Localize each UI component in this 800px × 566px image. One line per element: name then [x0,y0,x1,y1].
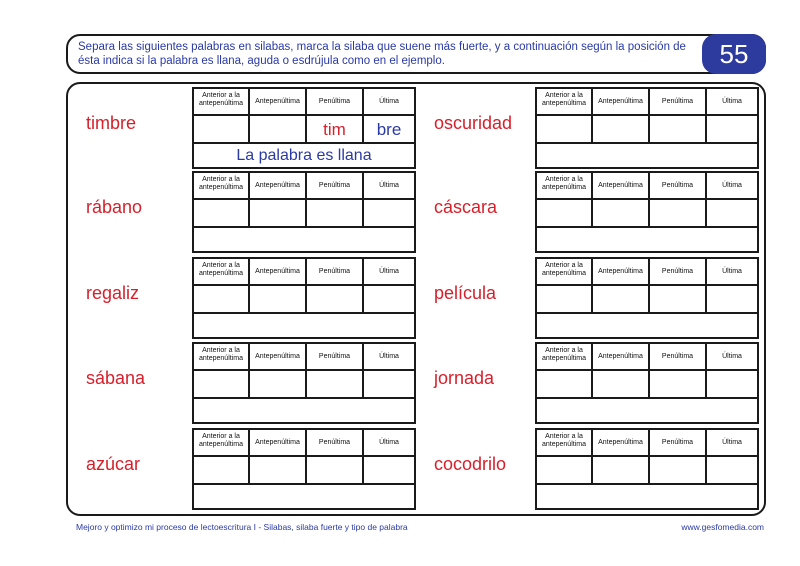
header-label: Anterior a la antepenúltima [542,347,586,362]
header-cell [537,173,593,198]
syllable-header-row [194,173,414,200]
header-label: Penúltima [661,268,694,275]
syllable-cell[interactable] [537,116,593,142]
syllable-row [194,116,414,144]
header-cell [250,430,307,455]
header-label: Anterior a la antepenúltima [199,433,243,448]
syllable-cell[interactable] [364,286,414,312]
syllable-cell[interactable] [250,200,307,226]
syllable-header-row [537,173,757,200]
syllable-row [537,200,757,228]
syllable-header-row [194,430,414,457]
syllable-table [192,342,416,424]
syllable-table [535,257,759,339]
header-cell [250,259,307,284]
header-cell [537,259,593,284]
header-cell [593,259,650,284]
syllable-table [192,428,416,510]
header-label: Antepenúltima [598,98,643,105]
header-cell [537,89,593,114]
syllable-cell[interactable] [707,457,757,483]
word-type-answer[interactable] [537,399,757,422]
syllable-row [194,371,414,399]
header-cell [194,344,250,369]
header-label: Última [379,353,399,360]
exercise-word: cocodrilo [434,454,507,474]
word-type-answer[interactable] [194,485,414,508]
syllable-header-row [537,430,757,457]
syllable-header-row [194,89,414,116]
header-label: Anterior a la antepenúltima [199,347,243,362]
syllable-cell[interactable] [650,200,707,226]
syllable-header-row [537,89,757,116]
header-label: Anterior a la antepenúltima [199,92,243,107]
syllable-cell[interactable] [650,371,707,397]
header-cell [593,89,650,114]
syllable-cell[interactable] [650,457,707,483]
syllable-cell[interactable] [194,371,250,397]
syllable-cell[interactable] [593,457,650,483]
word-type-answer[interactable] [537,485,757,508]
header-cell [707,344,757,369]
syllable-cell[interactable] [364,116,414,142]
header-cell [650,430,707,455]
header-label: Última [722,98,742,105]
syllable-cell[interactable] [307,286,364,312]
syllable-cell[interactable] [707,286,757,312]
header-cell [707,259,757,284]
syllable-cell[interactable] [650,116,707,142]
syllable-header-row [537,259,757,286]
header-cell [307,344,364,369]
header-cell [364,259,414,284]
syllable-cell[interactable] [194,200,250,226]
exercise-word: azúcar [86,454,141,474]
exercise-word: sábana [86,368,146,388]
header-label: Anterior a la antepenúltima [199,176,243,191]
header-label: Antepenúltima [598,268,643,275]
header-label: Penúltima [661,182,694,189]
header-label: Penúltima [661,353,694,360]
syllable-row [537,286,757,314]
exercise-word: jornada [434,368,495,388]
header-label: Última [379,268,399,275]
header-label: Penúltima [318,182,351,189]
header-cell [307,430,364,455]
header-label: Última [722,182,742,189]
header-label: Antepenúltima [255,182,300,189]
syllable-row [194,200,414,228]
header-label: Última [379,98,399,105]
syllable-row [194,286,414,314]
header-label: Antepenúltima [598,439,643,446]
header-cell [707,430,757,455]
header-label: Penúltima [661,98,694,105]
syllable-header-row [537,344,757,371]
header-cell [364,430,414,455]
syllable-cell[interactable] [593,371,650,397]
instructions-text: Separa las siguientes palabras en silabas, marca la silaba que suene más fuerte, y a continuación según la posición de ésta indica si la palabra es llana, aguda o esdrújula como en el ejemplo. [78,41,686,67]
syllable-cell[interactable] [707,116,757,142]
syllable-cell[interactable] [250,116,307,142]
header-cell [364,173,414,198]
header-label: Penúltima [661,439,694,446]
header-cell [307,89,364,114]
header-label: Anterior a la antepenúltima [199,262,243,277]
syllable-header-row [194,344,414,371]
word-type-answer[interactable] [194,399,414,422]
header-label: Penúltima [318,353,351,360]
word-type-answer[interactable] [537,228,757,251]
syllable-cell[interactable] [707,371,757,397]
syllable-cell[interactable] [307,116,364,142]
word-type-answer[interactable] [194,314,414,337]
exercise-word: regaliz [86,283,140,303]
header-cell [593,430,650,455]
syllable-row [194,457,414,485]
header-cell [593,173,650,198]
syllable-cell[interactable] [650,286,707,312]
header-cell [593,344,650,369]
header-cell [537,344,593,369]
exercise-word: película [434,283,497,303]
syllable-table [192,257,416,339]
syllable-row [537,457,757,485]
header-label: Última [722,439,742,446]
header-cell [194,430,250,455]
header-cell [307,173,364,198]
header-label: Antepenúltima [255,98,300,105]
syllable-row [537,371,757,399]
header-cell [537,430,593,455]
header-cell [364,89,414,114]
header-label: Última [722,268,742,275]
syllable-cell[interactable] [307,457,364,483]
header-label: Penúltima [318,268,351,275]
header-cell [194,89,250,114]
header-cell [707,173,757,198]
header-label: Anterior a la antepenúltima [542,176,586,191]
syllable-table [192,87,416,169]
syllable-cell[interactable] [307,371,364,397]
page-number-badge: 55 [702,34,766,74]
header-cell [650,173,707,198]
header-label: Anterior a la antepenúltima [542,92,586,107]
exercise-word: timbre [86,113,137,133]
header-cell [364,344,414,369]
header-label: Penúltima [318,439,351,446]
footer-website: www.gesfomedia.com [681,522,764,532]
header-label: Antepenúltima [255,439,300,446]
header-label: Penúltima [318,98,351,105]
header-label: Antepenúltima [255,353,300,360]
header-label: Antepenúltima [598,353,643,360]
header-cell [650,89,707,114]
syllable-cell[interactable] [194,116,250,142]
syllable-table [535,428,759,510]
header-label: Anterior a la antepenúltima [542,262,586,277]
word-type-answer[interactable] [194,228,414,251]
header-cell [650,344,707,369]
syllable-table [535,171,759,253]
syllable-table [535,87,759,169]
syllable-cell[interactable] [194,457,250,483]
syllable-cell[interactable] [250,371,307,397]
header-cell [650,259,707,284]
syllable-cell[interactable] [707,200,757,226]
syllable-text: tim [323,120,346,139]
syllable-cell[interactable] [593,286,650,312]
syllable-cell[interactable] [364,200,414,226]
exercise-word: cáscara [434,197,498,217]
header-cell [250,173,307,198]
header-label: Última [722,353,742,360]
syllable-cell[interactable] [364,371,414,397]
exercise-word: oscuridad [434,113,513,133]
syllable-row [537,116,757,144]
syllable-table [535,342,759,424]
header-label: Antepenúltima [598,182,643,189]
syllable-cell[interactable] [537,200,593,226]
syllable-text: bre [376,120,402,139]
header-label: Última [379,439,399,446]
syllable-cell[interactable] [250,457,307,483]
syllable-cell[interactable] [537,371,593,397]
syllable-cell[interactable] [593,200,650,226]
syllable-cell[interactable] [364,457,414,483]
header-cell [194,259,250,284]
syllable-cell[interactable] [307,200,364,226]
header-cell [707,89,757,114]
footer-title: Mejoro y optimizo mi proceso de lectoescritura I - Silabas, silaba fuerte y tipo de palabra [76,522,408,532]
header-label: Antepenúltima [255,268,300,275]
syllable-cell[interactable] [250,286,307,312]
header-cell [194,173,250,198]
syllable-header-row [194,259,414,286]
syllable-table [192,171,416,253]
syllable-cell[interactable] [537,286,593,312]
word-type-answer[interactable] [537,314,757,337]
syllable-cell[interactable] [593,116,650,142]
exercise-word: rábano [86,197,143,217]
header-label: Anterior a la antepenúltima [542,433,586,448]
word-type-answer[interactable] [537,144,757,167]
syllable-cell[interactable] [194,286,250,312]
header-cell [307,259,364,284]
word-type-answer[interactable]: La palabra es llana [236,147,372,164]
header-cell [250,89,307,114]
header-label: Última [379,182,399,189]
header-cell [250,344,307,369]
syllable-cell[interactable] [537,457,593,483]
